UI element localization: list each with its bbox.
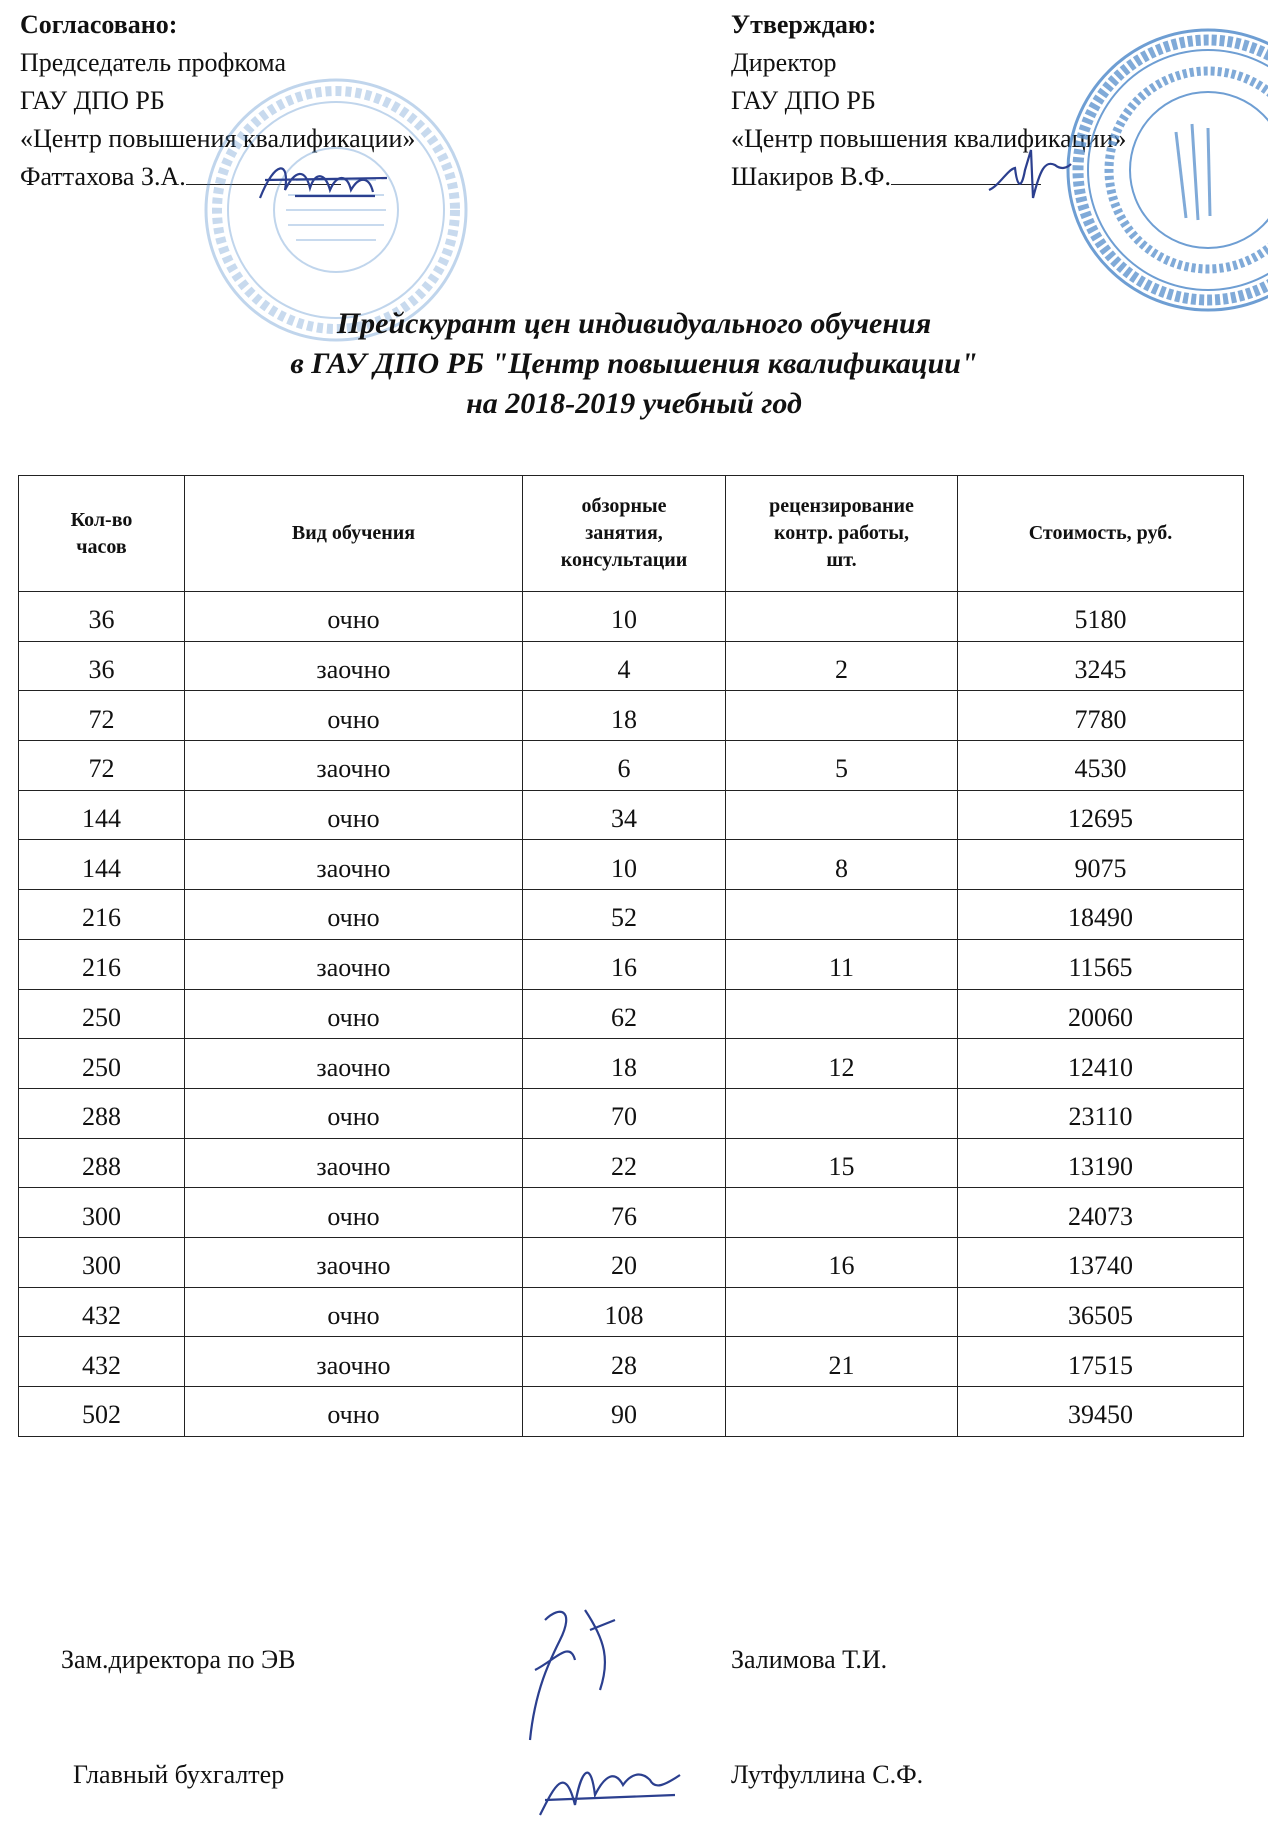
cell-sessions: 10 [523, 592, 726, 642]
cell-review [726, 592, 958, 642]
table-row [19, 592, 1244, 642]
deputy-name: Залимова Т.И. [731, 1645, 888, 1674]
cell-review: 21 [726, 1337, 958, 1387]
column-header-cost: Стоимость, руб. [958, 476, 1244, 592]
cell-hours: 72 [19, 691, 185, 741]
approval-left-org-name: «Центр повышения квалификации» [20, 124, 416, 153]
approval-left-org: ГАУ ДПО РБ [20, 86, 165, 115]
right-approval-signature [985, 140, 1075, 210]
column-header-review: рецензирование контр. работы, шт. [726, 476, 958, 592]
table-row [19, 1287, 1244, 1337]
cell-type: очно [185, 1188, 523, 1238]
cell-sessions: 18 [523, 691, 726, 741]
cell-type: заочно [185, 641, 523, 691]
table-row [19, 1088, 1244, 1138]
cell-review: 12 [726, 1039, 958, 1089]
column-header-sessions: обзорные занятия, консультации [523, 476, 726, 592]
cell-cost: 17515 [958, 1337, 1244, 1387]
cell-review: 2 [726, 641, 958, 691]
cell-hours: 144 [19, 840, 185, 890]
deputy-signature [515, 1600, 635, 1750]
cell-hours: 216 [19, 939, 185, 989]
cell-cost: 36505 [958, 1287, 1244, 1337]
approval-right-org-name: «Центр повышения квалификации» [731, 124, 1127, 153]
cell-sessions: 76 [523, 1188, 726, 1238]
table-row [19, 741, 1244, 791]
cell-sessions: 4 [523, 641, 726, 691]
cell-hours: 36 [19, 592, 185, 642]
cell-review [726, 691, 958, 741]
cell-hours: 432 [19, 1287, 185, 1337]
approval-right-org: ГАУ ДПО РБ [731, 86, 876, 115]
cell-cost: 11565 [958, 939, 1244, 989]
cell-type: заочно [185, 939, 523, 989]
cell-type: очно [185, 691, 523, 741]
table-row [19, 691, 1244, 741]
cell-review [726, 1387, 958, 1437]
approval-right-heading: Утверждаю: [731, 10, 877, 39]
title-line-2: в ГАУ ДПО РБ "Центр повышения квалификации" [290, 347, 978, 380]
accountant-signature [535, 1745, 685, 1825]
cell-sessions: 18 [523, 1039, 726, 1089]
cell-cost: 13190 [958, 1138, 1244, 1188]
cell-review: 15 [726, 1138, 958, 1188]
cell-type: очно [185, 989, 523, 1039]
cell-review: 5 [726, 741, 958, 791]
cell-cost: 5180 [958, 592, 1244, 642]
cell-sessions: 90 [523, 1387, 726, 1437]
cell-hours: 288 [19, 1138, 185, 1188]
approval-left-heading: Согласовано: [20, 10, 178, 39]
cell-hours: 432 [19, 1337, 185, 1387]
cell-sessions: 52 [523, 890, 726, 940]
approval-right-position: Директор [731, 48, 837, 77]
cell-cost: 23110 [958, 1088, 1244, 1138]
cell-type: заочно [185, 741, 523, 791]
table-row [19, 840, 1244, 890]
cell-cost: 18490 [958, 890, 1244, 940]
cell-type: заочно [185, 1039, 523, 1089]
cell-sessions: 16 [523, 939, 726, 989]
cell-review [726, 1088, 958, 1138]
cell-cost: 4530 [958, 741, 1244, 791]
cell-cost: 39450 [958, 1387, 1244, 1437]
price-list-title [0, 304, 1268, 424]
cell-review [726, 890, 958, 940]
cell-hours: 250 [19, 989, 185, 1039]
table-row [19, 790, 1244, 840]
table-row [19, 1188, 1244, 1238]
cell-hours: 250 [19, 1039, 185, 1089]
cell-cost: 24073 [958, 1188, 1244, 1238]
column-header-hours: Кол-во часов [19, 476, 185, 592]
accountant-name: Лутфуллина С.Ф. [731, 1760, 924, 1789]
cell-type: очно [185, 1287, 523, 1337]
table-row [19, 1337, 1244, 1387]
deputy-role: Зам.директора по ЭВ [61, 1645, 296, 1674]
cell-sessions: 34 [523, 790, 726, 840]
table-row [19, 641, 1244, 691]
cell-cost: 12410 [958, 1039, 1244, 1089]
cell-type: очно [185, 890, 523, 940]
cell-type: заочно [185, 840, 523, 890]
cell-review [726, 790, 958, 840]
cell-sessions: 22 [523, 1138, 726, 1188]
cell-sessions: 6 [523, 741, 726, 791]
cell-review [726, 1287, 958, 1337]
cell-type: заочно [185, 1138, 523, 1188]
cell-hours: 72 [19, 741, 185, 791]
title-line-1: Прейскурант цен индивидуального обучения [336, 307, 932, 340]
cell-type: заочно [185, 1237, 523, 1287]
table-body [19, 592, 1244, 1437]
cell-cost: 20060 [958, 989, 1244, 1039]
table-header-row [19, 476, 1244, 592]
accountant-role: Главный бухгалтер [73, 1760, 285, 1789]
table-row [19, 1237, 1244, 1287]
title-line-3: на 2018-2019 учебный год [466, 387, 802, 420]
cell-hours: 502 [19, 1387, 185, 1437]
cell-sessions: 20 [523, 1237, 726, 1287]
cell-sessions: 28 [523, 1337, 726, 1387]
approval-left-position: Председатель профкома [20, 48, 286, 77]
cell-review: 16 [726, 1237, 958, 1287]
cell-hours: 300 [19, 1188, 185, 1238]
table-row [19, 1039, 1244, 1089]
cell-type: очно [185, 790, 523, 840]
cell-review: 8 [726, 840, 958, 890]
organization-stamp [1058, 20, 1268, 320]
approval-left-signer: Фаттахова З.А. [20, 162, 186, 191]
table-row [19, 989, 1244, 1039]
cell-hours: 288 [19, 1088, 185, 1138]
cell-hours: 144 [19, 790, 185, 840]
table-row [19, 890, 1244, 940]
cell-sessions: 10 [523, 840, 726, 890]
cell-cost: 7780 [958, 691, 1244, 741]
cell-sessions: 70 [523, 1088, 726, 1138]
cell-sessions: 62 [523, 989, 726, 1039]
cell-cost: 12695 [958, 790, 1244, 840]
cell-type: очно [185, 1088, 523, 1138]
left-approval-signature [255, 150, 395, 210]
cell-type: очно [185, 592, 523, 642]
cell-sessions: 108 [523, 1287, 726, 1337]
table-row [19, 1387, 1244, 1437]
table-row [19, 1138, 1244, 1188]
approval-right-signer: Шакиров В.Ф. [731, 162, 891, 191]
column-header-type: Вид обучения [185, 476, 523, 592]
cell-cost: 3245 [958, 641, 1244, 691]
price-table [18, 475, 1244, 1437]
cell-review [726, 1188, 958, 1238]
cell-review: 11 [726, 939, 958, 989]
cell-cost: 9075 [958, 840, 1244, 890]
table-row [19, 939, 1244, 989]
cell-cost: 13740 [958, 1237, 1244, 1287]
cell-review [726, 989, 958, 1039]
cell-type: очно [185, 1387, 523, 1437]
cell-hours: 36 [19, 641, 185, 691]
cell-hours: 216 [19, 890, 185, 940]
cell-type: заочно [185, 1337, 523, 1387]
cell-hours: 300 [19, 1237, 185, 1287]
